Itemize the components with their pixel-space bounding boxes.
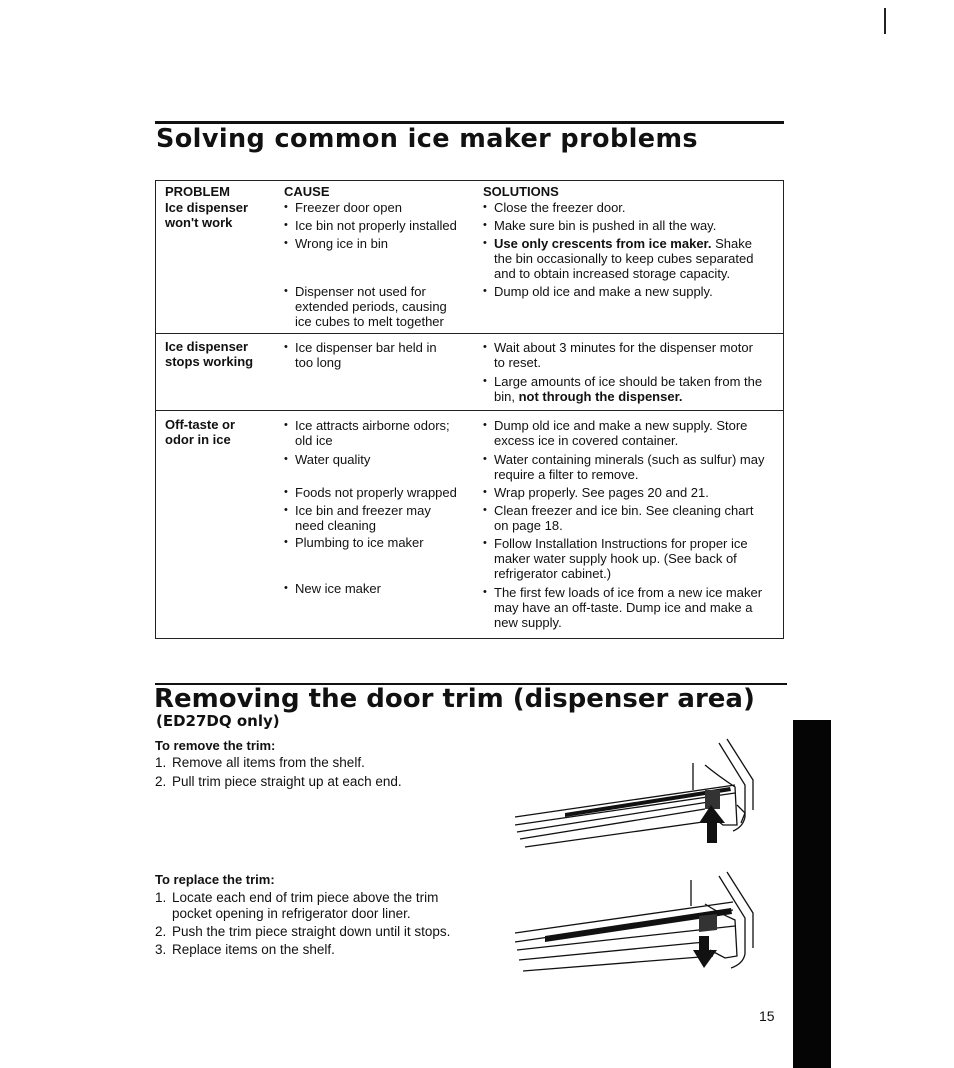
section-title: Removing the door trim (dispenser area) [154, 684, 755, 714]
solution-item: • Large amounts of ice should be taken from the bin, not through the dispenser. [483, 374, 783, 404]
solution-item: • Make sure bin is pushed in all the way. [483, 218, 783, 236]
cause-cell [284, 411, 483, 639]
edge-tab [793, 720, 831, 1068]
troubleshooting-table [155, 180, 784, 639]
solution-cell [483, 200, 784, 334]
solution-item: • The first few loads of ice from a new ice maker may have an off-taste. Dump ice and make a new supply. [483, 585, 783, 630]
problem-cell [156, 334, 285, 411]
list-item: 3. Replace items on the shelf. [155, 942, 335, 957]
replace-heading: To replace the trim: [155, 872, 275, 887]
problem-label: Off-taste or odor in ice [165, 417, 236, 447]
table-row [156, 200, 784, 334]
cause-item: • Dispenser not used for extended periods, causing ice cubes to melt together [284, 284, 483, 329]
solution-item: • Follow Installation Instructions for proper ice maker water supply hook up. (See back of refrigerator cabinet.) [483, 536, 783, 585]
solution-item: • Water containing minerals (such as sulfur) may require a filter to remove. [483, 452, 783, 485]
remove-trim-illustration [505, 735, 765, 860]
cause-item: • Wrong ice in bin [284, 236, 483, 284]
header-solutions: SOLUTIONS [483, 184, 559, 199]
cause-cell [284, 334, 483, 411]
solution-item: • Wrap properly. See pages 20 and 21. [483, 485, 783, 503]
table-header-row [156, 181, 784, 201]
problem-label: Ice dispenser stops working [165, 339, 254, 369]
cause-item: • Ice dispenser bar held in too long [284, 340, 483, 370]
cause-item: • Water quality [284, 452, 483, 485]
page-title: Solving common ice maker problems [156, 124, 699, 154]
replace-steps [155, 890, 485, 958]
solution-cell [483, 411, 784, 639]
registration-mark [884, 8, 886, 34]
header-problem: PROBLEM [165, 184, 230, 199]
solution-cell [483, 334, 784, 411]
header-cause: CAUSE [284, 184, 330, 199]
remove-steps [155, 755, 485, 790]
table-row [156, 334, 784, 411]
cause-cell [284, 200, 483, 334]
section-subtitle: (ED27DQ only) [156, 712, 280, 730]
solution-item: • Use only crescents from ice maker. Shake the bin occasionally to keep cubes separated and to obtain increased storage capacity. [483, 236, 783, 284]
cause-item: • Ice attracts airborne odors; old ice [284, 418, 483, 452]
problem-label: Ice dispenser won't work [165, 200, 249, 230]
table-row [156, 411, 784, 639]
replace-trim-illustration [505, 868, 765, 986]
solution-item: • Dump old ice and make a new supply. Store excess ice in covered container. [483, 418, 783, 452]
list-item: 1. Remove all items from the shelf. [155, 755, 365, 770]
problem-cell [156, 200, 285, 334]
list-item: 2. Push the trim piece straight down until it stops. [155, 924, 451, 939]
list-item: 2. Pull trim piece straight up at each end. [155, 774, 402, 789]
solution-item: • Clean freezer and ice bin. See cleaning chart on page 18. [483, 503, 783, 536]
solution-item: • Wait about 3 minutes for the dispenser motor to reset. [483, 340, 783, 374]
cause-item: • New ice maker [284, 581, 483, 596]
cause-item: • Ice bin not properly installed [284, 218, 483, 236]
cause-item: • Foods not properly wrapped [284, 485, 483, 503]
solution-item: • Close the freezer door. [483, 200, 783, 218]
problem-cell [156, 411, 285, 639]
remove-heading: To remove the trim: [155, 738, 276, 753]
cause-item: • Ice bin and freezer may need cleaning [284, 503, 483, 535]
list-item: 1. Locate each end of trim piece above the trim pocket opening in refrigerator door liner. [155, 890, 439, 921]
cause-item: • Plumbing to ice maker [284, 535, 483, 581]
page-number: 15 [759, 1008, 775, 1024]
solution-item: • Dump old ice and make a new supply. [483, 284, 783, 299]
cause-item: • Freezer door open [284, 200, 483, 218]
